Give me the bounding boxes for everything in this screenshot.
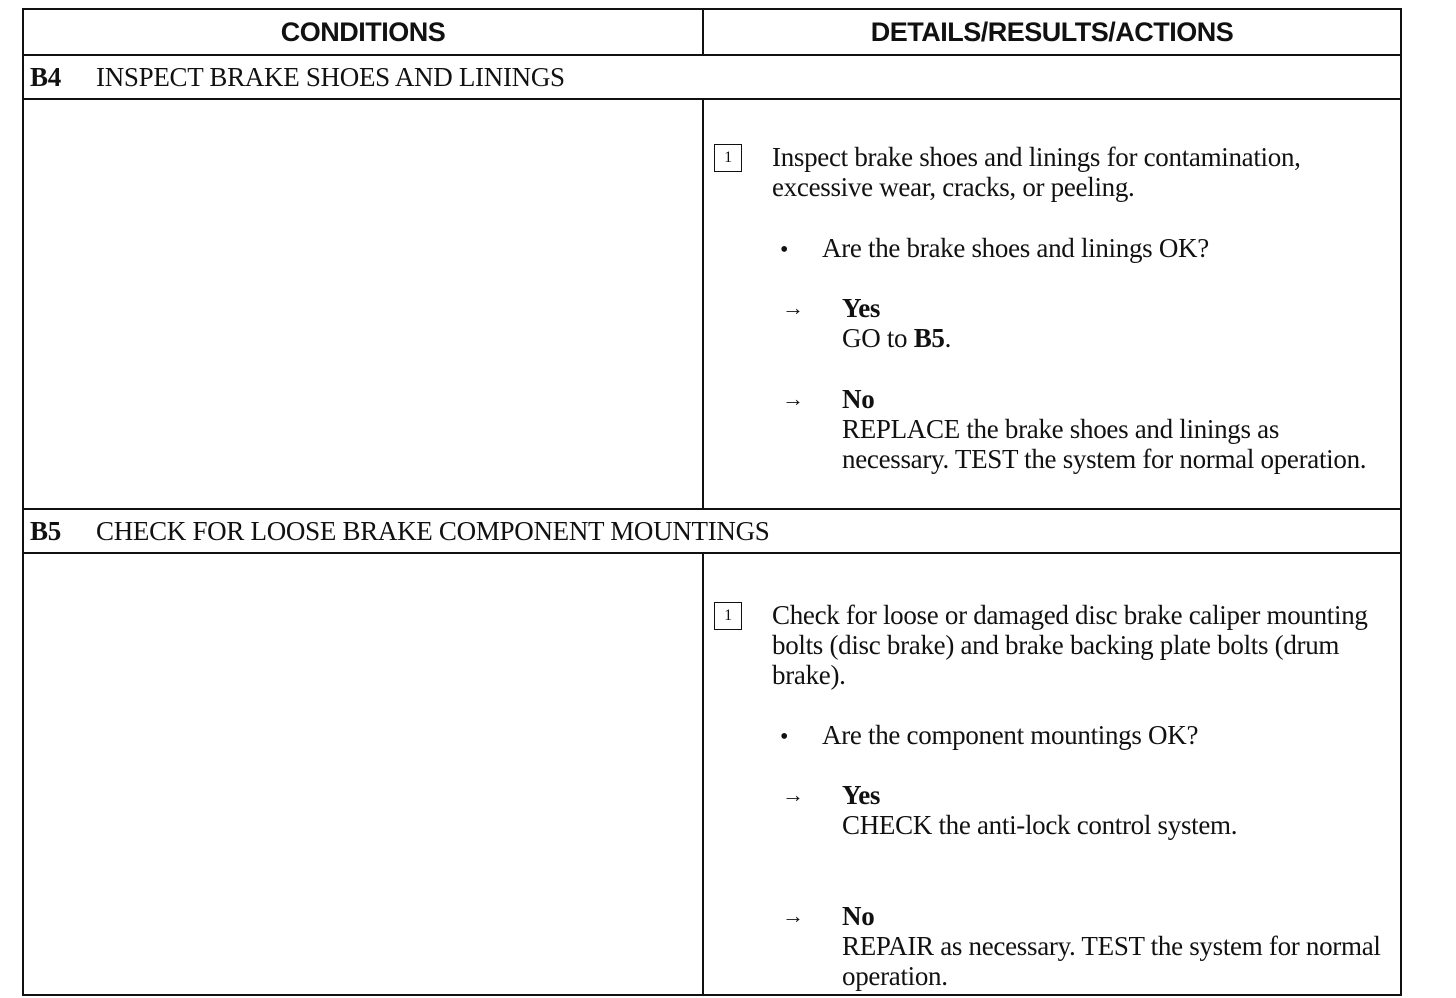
no-result <box>842 901 1382 991</box>
step-number-box: 1 <box>714 602 742 630</box>
no-label: No <box>842 901 875 931</box>
no-action: REPAIR as necessary. TEST the system for normal operation. <box>842 931 1381 991</box>
section-title-text: INSPECT BRAKE SHOES AND LININGS <box>96 61 565 92</box>
section-body-b5 <box>24 554 1400 994</box>
bullet-icon: • <box>780 237 789 263</box>
yes-label: Yes <box>842 780 881 810</box>
step-text: Check for loose or damaged disc brake caliper mounting bolts (disc brake) and brake backing plate bolts (drum brake). <box>772 600 1368 690</box>
bullet-icon: • <box>780 724 789 750</box>
no-label: No <box>842 384 875 414</box>
step-question: Are the brake shoes and linings OK? <box>822 233 1209 263</box>
conditions-cell <box>24 554 704 994</box>
no-action: REPLACE the brake shoes and linings as necessary. TEST the system for normal operation. <box>842 414 1367 474</box>
section-code: B4 <box>30 61 61 92</box>
section-title-b4 <box>24 56 1400 100</box>
conditions-header-cell <box>24 10 704 54</box>
arrow-right-icon: → <box>782 903 804 928</box>
section-title-text: CHECK FOR LOOSE BRAKE COMPONENT MOUNTINGS <box>96 515 770 546</box>
yes-label: Yes <box>842 293 881 323</box>
details-cell <box>704 100 1400 508</box>
yes-result <box>842 293 1382 353</box>
arrow-right-icon: → <box>782 295 804 320</box>
diagnostic-procedure-page <box>22 8 1404 991</box>
table-header <box>24 10 1400 56</box>
section-title-b5 <box>24 510 1400 554</box>
yes-action: CHECK the anti-lock control system. <box>842 810 1238 840</box>
yes-action-ref: B5 <box>913 323 945 353</box>
yes-result <box>842 780 1382 840</box>
details-cell <box>704 554 1400 994</box>
step-question: Are the component mountings OK? <box>822 720 1199 750</box>
details-header: DETAILS/RESULTS/ACTIONS <box>870 16 1234 47</box>
section-body-b4 <box>24 100 1400 510</box>
yes-action-suffix: . <box>944 323 952 353</box>
yes-action-prefix: GO to <box>842 323 914 353</box>
step-text: Inspect brake shoes and linings for contamination, excessive wear, cracks, or peeling. <box>772 142 1301 202</box>
details-header-cell <box>704 10 1400 54</box>
arrow-right-icon: → <box>782 782 804 807</box>
arrow-right-icon: → <box>782 386 804 411</box>
no-result <box>842 384 1382 474</box>
section-code: B5 <box>30 515 61 546</box>
conditions-cell <box>24 100 704 508</box>
step-number-box: 1 <box>714 144 742 172</box>
procedure-table <box>22 8 1402 996</box>
conditions-header: CONDITIONS <box>280 16 446 47</box>
